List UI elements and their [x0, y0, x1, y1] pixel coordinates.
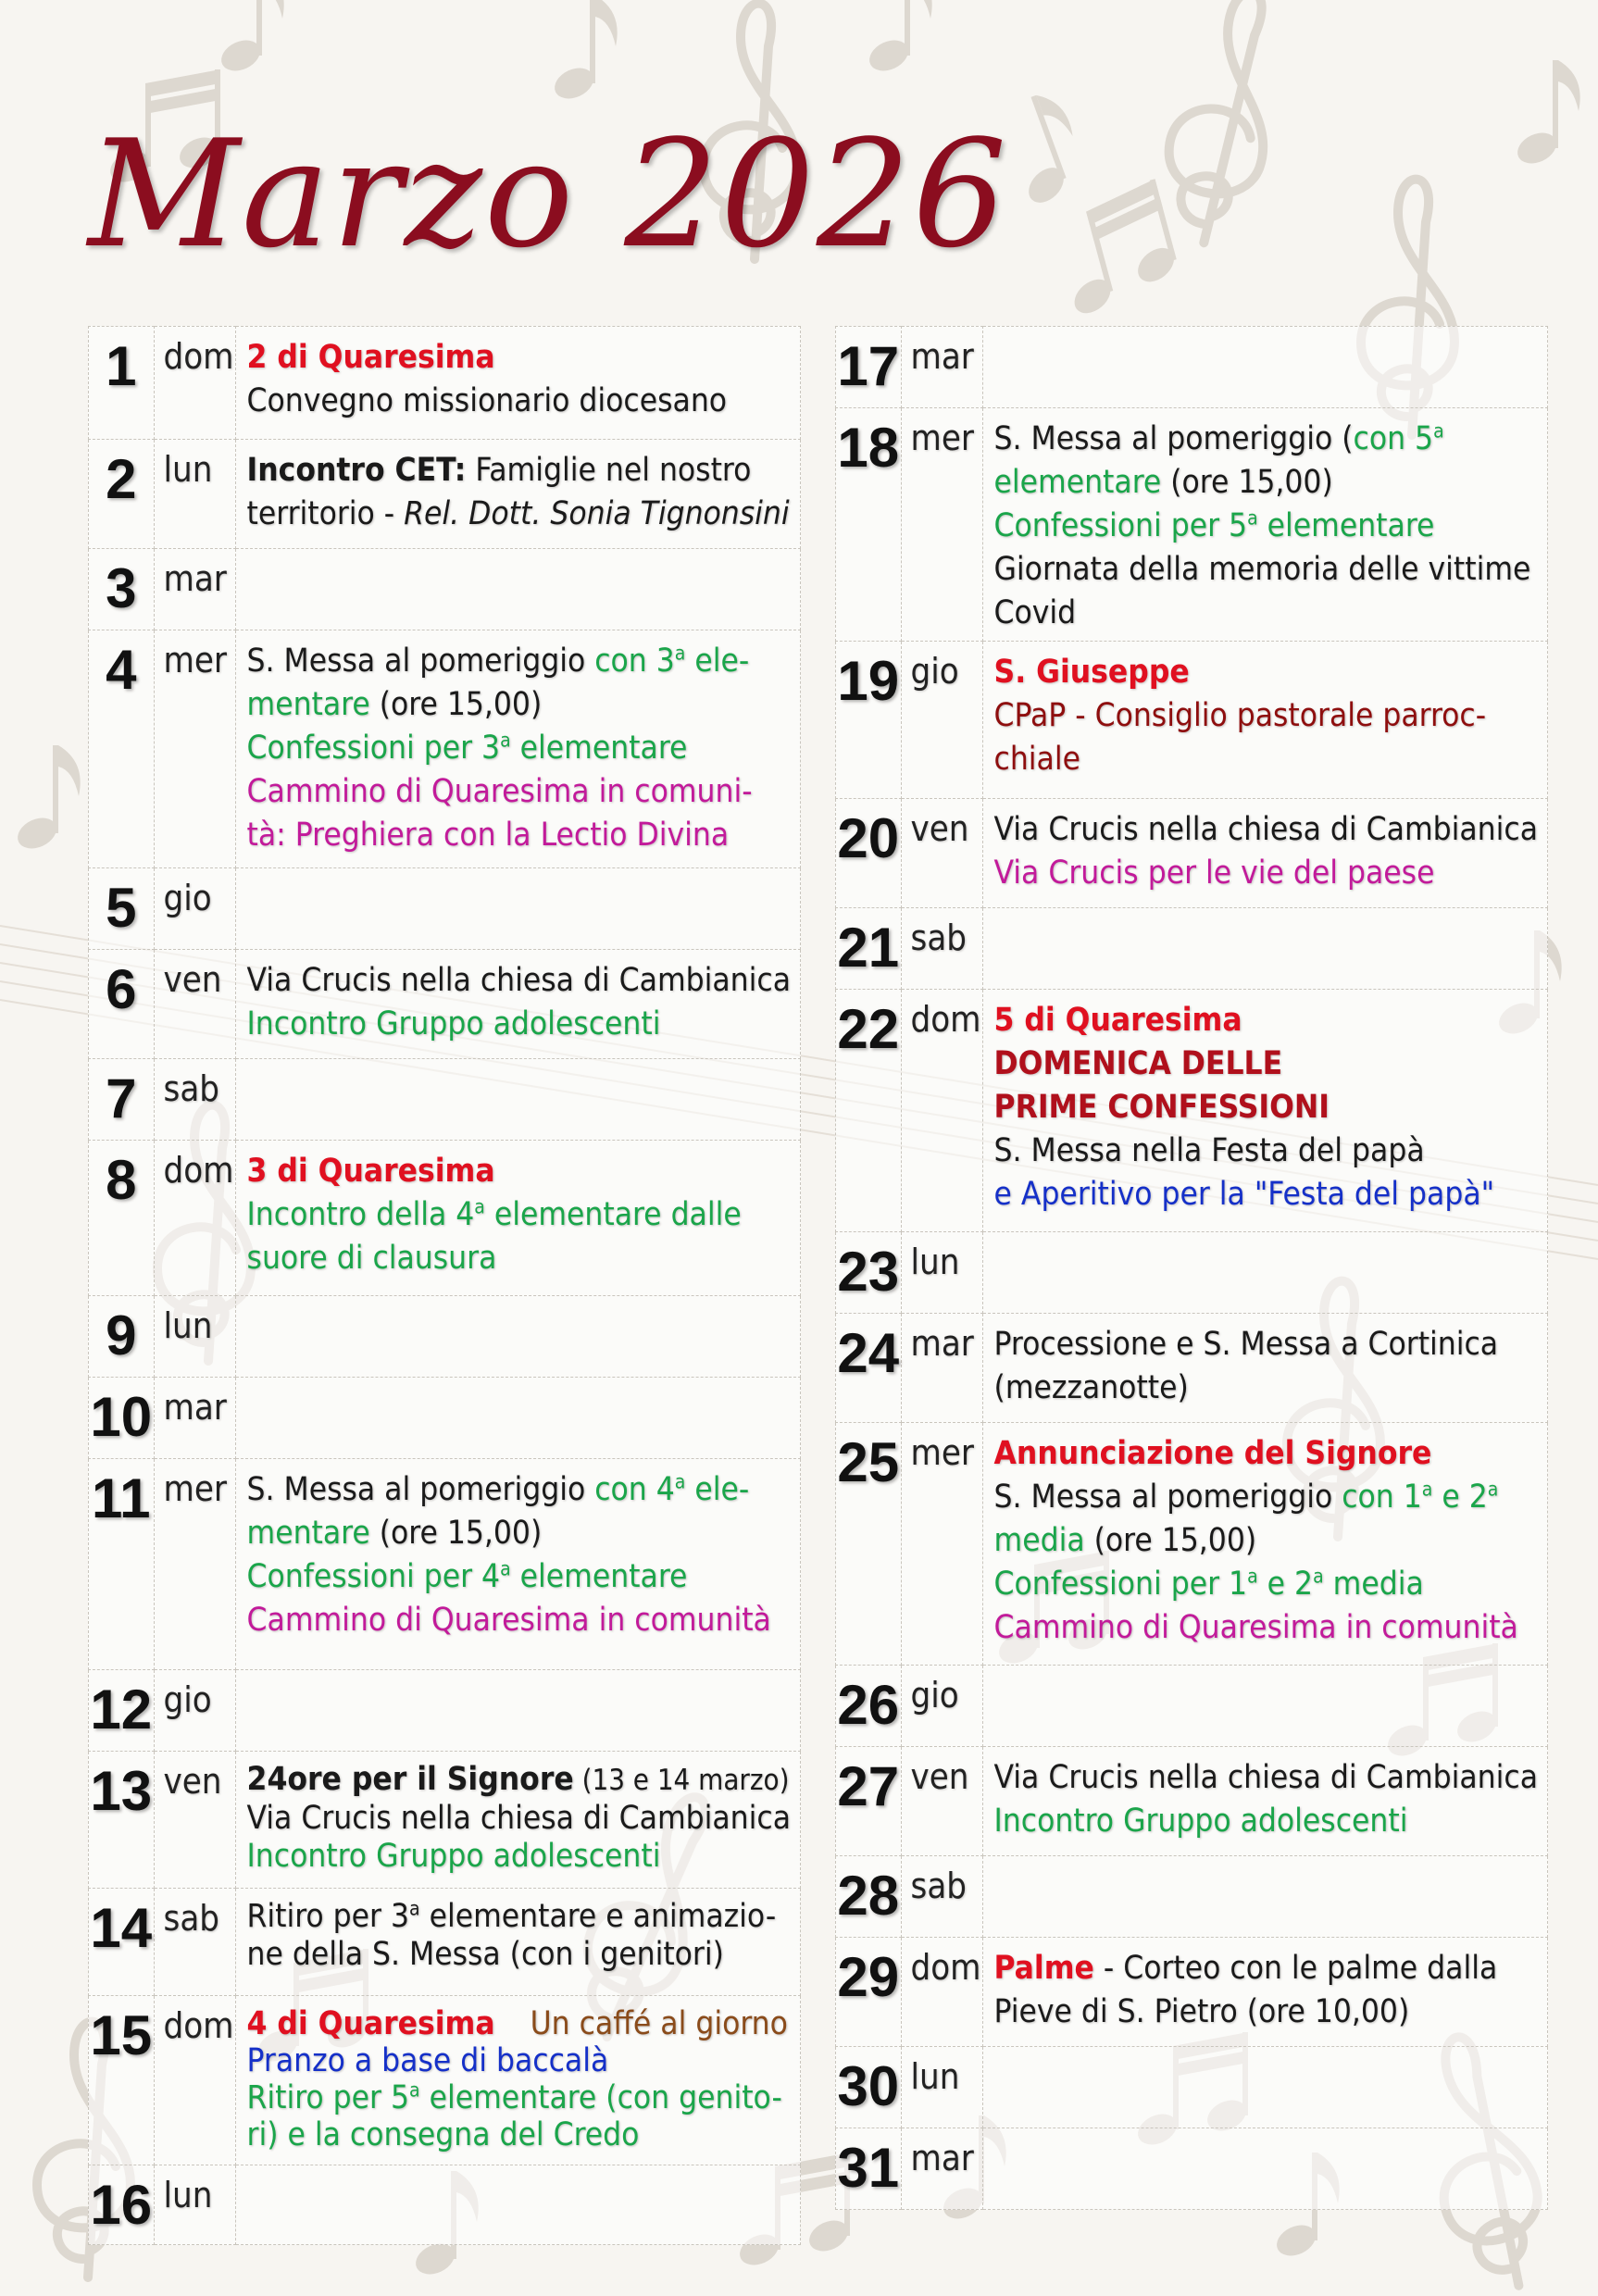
day-events	[235, 1670, 800, 1752]
day-of-week: gio	[154, 1670, 235, 1752]
event-text: a	[1421, 1478, 1433, 1501]
event-text: Palme	[993, 1950, 1094, 1987]
day-row-26	[836, 1666, 1548, 1747]
event-line: Giornata della memoria delle vittime	[993, 551, 1531, 588]
event-line: CPaP - Consiglio pastorale parroc-	[993, 697, 1487, 734]
day-number: 20	[836, 799, 902, 908]
event-line: chiale	[993, 741, 1080, 778]
event-text: elementare (con genito-	[419, 2079, 782, 2116]
day-row-30	[836, 2047, 1548, 2128]
day-number: 26	[836, 1666, 902, 1747]
event-line: Via Crucis per le vie del paese	[993, 855, 1435, 892]
event-text: elementare	[993, 464, 1162, 501]
event-line: tà: Preghiera con la Lectio Divina	[246, 817, 730, 854]
event-text: elementare dalle	[484, 1196, 742, 1233]
day-row-5	[89, 868, 801, 950]
day-of-week: ven	[901, 1747, 982, 1856]
day-events	[235, 2165, 800, 2245]
day-events	[235, 1752, 800, 1889]
day-of-week: mar	[901, 2128, 982, 2210]
day-number: 4	[89, 630, 155, 868]
day-events	[235, 950, 800, 1059]
day-of-week: sab	[154, 1059, 235, 1141]
event-line: e Aperitivo per la "Festa del papà"	[993, 1176, 1495, 1213]
day-of-week: mar	[154, 549, 235, 630]
event-text: con 5	[1353, 420, 1434, 457]
day-number: 16	[89, 2165, 155, 2245]
day-number: 27	[836, 1747, 902, 1856]
day-row-23	[836, 1232, 1548, 1314]
event-text: elementare	[510, 730, 688, 767]
day-row-2	[89, 440, 801, 549]
event-line: Covid	[993, 594, 1077, 631]
day-row-31	[836, 2128, 1548, 2210]
day-of-week: lun	[901, 1232, 982, 1314]
day-events	[235, 1459, 800, 1670]
event-text: ele-	[685, 1471, 750, 1508]
day-row-15	[89, 1996, 801, 2165]
day-number: 2	[89, 440, 155, 549]
day-of-week: ven	[901, 799, 982, 908]
day-events	[235, 1141, 800, 1296]
day-of-week: sab	[901, 1856, 982, 1938]
day-of-week: mer	[901, 408, 982, 642]
day-of-week: lun	[154, 1296, 235, 1378]
day-number: 14	[89, 1889, 155, 1996]
day-row-18	[836, 408, 1548, 642]
day-events	[982, 1314, 1547, 1423]
event-text: a	[1313, 1565, 1324, 1588]
day-number: 28	[836, 1856, 902, 1938]
event-text: a	[674, 1470, 686, 1493]
event-text: a	[1487, 1478, 1499, 1501]
day-events	[235, 1889, 800, 1996]
day-row-27	[836, 1747, 1548, 1856]
event-text: e 2	[1432, 1479, 1488, 1516]
event-text: Famiglie nel nostro	[466, 452, 752, 489]
day-of-week: sab	[901, 908, 982, 990]
event-text: con 4	[594, 1471, 675, 1508]
day-events	[235, 549, 800, 630]
day-number: 25	[836, 1423, 902, 1666]
day-of-week: mer	[154, 630, 235, 868]
day-number: 1	[89, 327, 155, 440]
day-events	[235, 1059, 800, 1141]
event-text: a	[474, 1195, 485, 1218]
event-text: con 3	[594, 643, 675, 680]
day-number: 7	[89, 1059, 155, 1141]
day-of-week: gio	[901, 1666, 982, 1747]
day-events	[982, 1232, 1547, 1314]
event-line: Via Crucis nella chiesa di Cambianica	[993, 1759, 1538, 1796]
event-line: Convegno missionario diocesano	[246, 382, 728, 419]
day-number: 5	[89, 868, 155, 950]
day-row-14	[89, 1889, 801, 1996]
event-text: (ore 15,00)	[369, 686, 543, 723]
day-row-17	[836, 327, 1548, 408]
event-line: 2 di Quaresima	[246, 339, 495, 376]
day-events	[235, 440, 800, 549]
day-events	[982, 799, 1547, 908]
day-of-week: ven	[154, 950, 235, 1059]
day-events	[982, 408, 1547, 642]
event-text: elementare e animazio-	[419, 1898, 777, 1935]
event-text: 24ore per il Signore	[246, 1761, 574, 1798]
event-line: ri) e la consegna del Credo	[246, 2116, 640, 2153]
event-line: Annunciazione del Signore	[993, 1435, 1432, 1472]
event-line: PRIME CONFESSIONI	[993, 1089, 1330, 1126]
day-of-week: lun	[154, 440, 235, 549]
day-events	[235, 1378, 800, 1459]
event-line: S. Giuseppe	[993, 654, 1190, 691]
day-of-week: lun	[154, 2165, 235, 2245]
day-of-week: mar	[901, 327, 982, 408]
day-of-week: sab	[154, 1889, 235, 1996]
day-events	[982, 2128, 1547, 2210]
day-events	[235, 868, 800, 950]
day-number: 19	[836, 642, 902, 799]
day-row-6	[89, 950, 801, 1059]
day-events	[982, 1938, 1547, 2047]
day-events	[982, 1423, 1547, 1666]
day-events	[235, 1996, 800, 2165]
day-row-22	[836, 990, 1548, 1232]
day-number: 9	[89, 1296, 155, 1378]
event-text: elementare	[1257, 507, 1435, 544]
day-of-week: gio	[154, 868, 235, 950]
event-text: ele-	[685, 643, 750, 680]
day-events	[982, 990, 1547, 1232]
event-text: S. Messa al pomeriggio	[246, 643, 595, 680]
event-text: S. Messa al pomeriggio	[246, 1471, 595, 1508]
event-text: a	[1433, 419, 1444, 443]
day-of-week: ven	[154, 1752, 235, 1889]
event-text: Incontro della 4	[246, 1196, 475, 1233]
event-text: (13 e 14 marzo)	[573, 1764, 790, 1797]
day-number: 17	[836, 327, 902, 408]
day-number: 6	[89, 950, 155, 1059]
event-text: Un caffé al giorno	[530, 2005, 788, 2042]
day-row-1	[89, 327, 801, 440]
calendar-right-column	[835, 326, 1548, 2210]
day-of-week: dom	[154, 1141, 235, 1296]
day-number: 10	[89, 1378, 155, 1459]
day-number: 29	[836, 1938, 902, 2047]
event-text: mentare	[246, 686, 370, 723]
event-line: Pieve di S. Pietro (ore 10,00)	[993, 1993, 1410, 2030]
event-text: a	[1247, 506, 1258, 530]
event-line: Processione e S. Messa a Cortinica	[993, 1326, 1499, 1363]
event-text: Confessioni per 3	[246, 730, 501, 767]
day-events	[235, 327, 800, 440]
day-row-13	[89, 1752, 801, 1889]
event-text: media	[1323, 1566, 1424, 1603]
day-number: 23	[836, 1232, 902, 1314]
day-row-12	[89, 1670, 801, 1752]
day-row-16	[89, 2165, 801, 2245]
day-events	[982, 1747, 1547, 1856]
event-text: - Corteo con le palme dalla	[1093, 1950, 1498, 1987]
event-text: a	[1247, 1565, 1258, 1588]
day-number: 30	[836, 2047, 902, 2128]
event-text: Incontro CET:	[246, 452, 467, 489]
day-row-4	[89, 630, 801, 868]
event-line: Incontro Gruppo adolescenti	[246, 1005, 661, 1042]
day-of-week: mer	[901, 1423, 982, 1666]
day-of-week: lun	[901, 2047, 982, 2128]
event-text: S. Messa al pomeriggio	[993, 1479, 1342, 1516]
event-text: territorio -	[246, 495, 405, 532]
day-row-29	[836, 1938, 1548, 2047]
day-number: 12	[89, 1670, 155, 1752]
day-of-week: mar	[901, 1314, 982, 1423]
day-events	[982, 1856, 1547, 1938]
event-line: 5 di Quaresima	[993, 1002, 1242, 1039]
event-text: Confessioni per 5	[993, 507, 1248, 544]
day-number: 22	[836, 990, 902, 1232]
day-of-week: mar	[154, 1378, 235, 1459]
event-line: Incontro Gruppo adolescenti	[246, 1838, 661, 1875]
day-events	[235, 1296, 800, 1378]
day-row-19	[836, 642, 1548, 799]
event-text: a	[500, 1557, 511, 1580]
day-number: 8	[89, 1141, 155, 1296]
day-events	[982, 327, 1547, 408]
event-text: (ore 15,00)	[1161, 464, 1333, 501]
event-text: S. Messa al pomeriggio (	[993, 420, 1354, 457]
day-row-8	[89, 1141, 801, 1296]
day-of-week: mer	[154, 1459, 235, 1670]
day-row-25	[836, 1423, 1548, 1666]
event-text: con 1	[1342, 1479, 1422, 1516]
page-title: Marzo 2026	[88, 107, 1009, 281]
day-number: 31	[836, 2128, 902, 2210]
calendar-left-column	[88, 326, 801, 2245]
event-line: Via Crucis nella chiesa di Cambianica	[993, 811, 1538, 848]
day-number: 11	[89, 1459, 155, 1670]
event-line: suore di clausura	[246, 1240, 497, 1277]
day-row-21	[836, 908, 1548, 990]
event-line: (mezzanotte)	[993, 1369, 1189, 1406]
day-row-3	[89, 549, 801, 630]
event-text: Confessioni per 4	[246, 1558, 501, 1595]
day-number: 24	[836, 1314, 902, 1423]
day-of-week: dom	[154, 1996, 235, 2165]
event-line: Pranzo a base di baccalà	[246, 2042, 609, 2079]
event-line: Via Crucis nella chiesa di Cambianica	[246, 1800, 791, 1837]
event-line: Cammino di Quaresima in comuni-	[246, 773, 753, 810]
day-of-week: dom	[901, 1938, 982, 2047]
event-text: a	[409, 2078, 420, 2102]
event-line: Incontro Gruppo adolescenti	[993, 1803, 1408, 1840]
event-text: 4 di Quaresima	[246, 2005, 495, 2042]
event-text: elementare	[510, 1558, 688, 1595]
day-events	[982, 2047, 1547, 2128]
event-text: (ore 15,00)	[1084, 1522, 1257, 1559]
day-events	[982, 642, 1547, 799]
event-line: Via Crucis nella chiesa di Cambianica	[246, 962, 791, 999]
day-of-week: gio	[901, 642, 982, 799]
day-number: 15	[89, 1996, 155, 2165]
event-text: Rel. Dott. Sonia Tignonsini	[404, 495, 790, 532]
event-text: a	[500, 729, 511, 752]
day-row-9	[89, 1296, 801, 1378]
day-row-20	[836, 799, 1548, 908]
day-of-week: dom	[154, 327, 235, 440]
event-text: Ritiro per 3	[246, 1898, 410, 1935]
day-events	[982, 908, 1547, 990]
day-row-11	[89, 1459, 801, 1670]
event-line: Cammino di Quaresima in comunità	[993, 1609, 1518, 1646]
day-of-week: dom	[901, 990, 982, 1232]
event-text: e 2	[1257, 1566, 1314, 1603]
event-text: Confessioni per 1	[993, 1566, 1248, 1603]
day-number: 3	[89, 549, 155, 630]
day-events	[982, 1666, 1547, 1747]
event-text: mentare	[246, 1515, 370, 1552]
event-text: a	[674, 642, 686, 665]
event-text: a	[409, 1897, 420, 1920]
day-number: 21	[836, 908, 902, 990]
day-number: 13	[89, 1752, 155, 1889]
event-text: (ore 15,00)	[369, 1515, 543, 1552]
day-events	[235, 630, 800, 868]
day-row-24	[836, 1314, 1548, 1423]
event-line: ne della S. Messa (con i genitori)	[246, 1936, 724, 1973]
event-text: media	[993, 1522, 1085, 1559]
event-line: Cammino di Quaresima in comunità	[246, 1602, 771, 1639]
day-row-10	[89, 1378, 801, 1459]
day-number: 18	[836, 408, 902, 642]
event-line: S. Messa nella Festa del papà	[993, 1132, 1425, 1169]
event-text: Ritiro per 5	[246, 2079, 410, 2116]
event-line: 3 di Quaresima	[246, 1153, 495, 1190]
day-row-28	[836, 1856, 1548, 1938]
event-line: DOMENICA DELLE	[993, 1045, 1283, 1082]
day-row-7	[89, 1059, 801, 1141]
